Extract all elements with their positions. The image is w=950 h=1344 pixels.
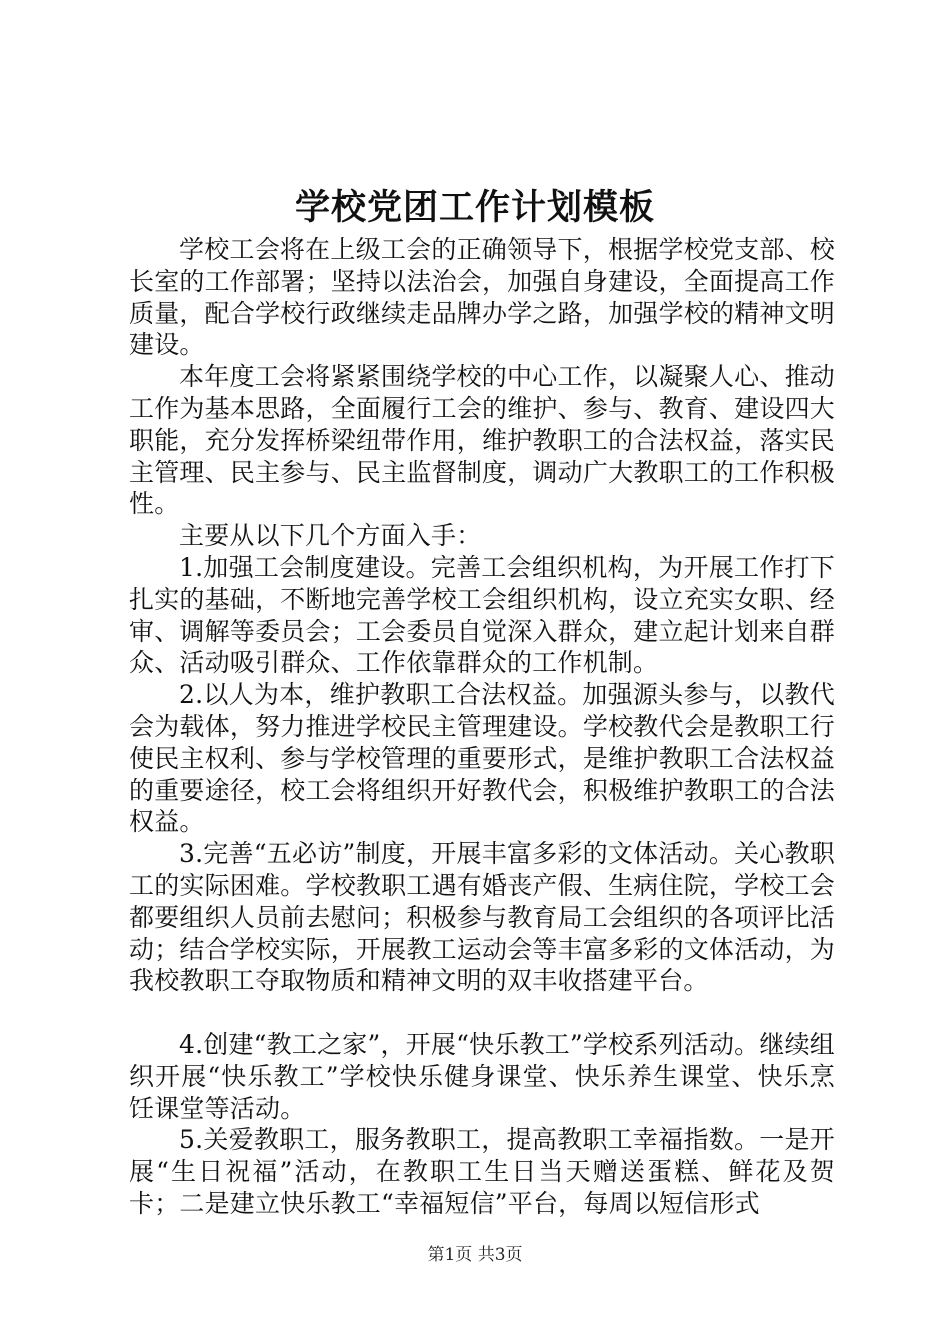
paragraph-item-1: 1.加强工会制度建设。完善工会组织机构，为开展工作打下扎实的基础，不断地完善学校工会组织机构，设立充实女职、经审、调解等委员会；工会委员自觉深入群众，建立起计划来自群众、活动吸引群众、工作依靠群众的工作机制。 — [129, 552, 835, 678]
paragraph-item-3: 3.完善“五必访”制度，开展丰富多彩的文体活动。关心教职工的实际困难。学校教职工遇有婚丧产假、生病住院，学校工会都要组织人员前去慰问；积极参与教育局工会组织的各项评比活动；结合学校实际，开展教工运动会等丰富多彩的文体活动，为我校教职工夺取物质和精神文明的双丰收搭建平台。 — [129, 839, 835, 996]
paragraph-annual-goal: 本年度工会将紧紧围绕学校的中心工作，以凝聚人心、推动工作为基本思路，全面履行工会的维护、参与、教育、建设四大职能，充分发挥桥梁纽带作用，维护教职工的合法权益，落实民主管理、民主参与、民主监督制度，调动广大教职工的工作积极性。 — [129, 362, 835, 519]
paragraph-item-5: 5.关爱教职工，服务教职工，提高教职工幸福指数。一是开展“生日祝福”活动，在教职工生日当天赠送蛋糕、鲜花及贺卡；二是建立快乐教工“幸福短信”平台，每周以短信形式 — [129, 1125, 835, 1218]
document-title: 学校党团工作计划模板 — [294, 187, 655, 228]
paragraph-intro: 学校工会将在上级工会的正确领导下，根据学校党支部、校长室的工作部署；坚持以法治会，加强自身建设，全面提高工作质量，配合学校行政继续走品牌办学之路，加强学校的精神文明建设。 — [129, 235, 835, 360]
paragraph-item-2: 2.以人为本，维护教职工合法权益。加强源头参与，以教代会为载体，努力推进学校民主管理建设。学校教代会是教职工行使民主权利、参与学校管理的重要形式，是维护教职工合法权益的重要途径，校工会将组织开好教代会，积极维护教职工的合法权益。 — [129, 680, 835, 837]
paragraph-aspects-lead: 主要从以下几个方面入手： — [179, 521, 482, 551]
page-number-footer: 第1页 共3页 — [427, 1245, 523, 1265]
paragraph-item-4: 4.创建“教工之家”，开展“快乐教工”学校系列活动。继续组织开展“快乐教工”学校快乐健身课堂、快乐养生课堂、快乐烹饪课堂等活动。 — [129, 1029, 835, 1123]
document-body — [129, 234, 835, 1220]
